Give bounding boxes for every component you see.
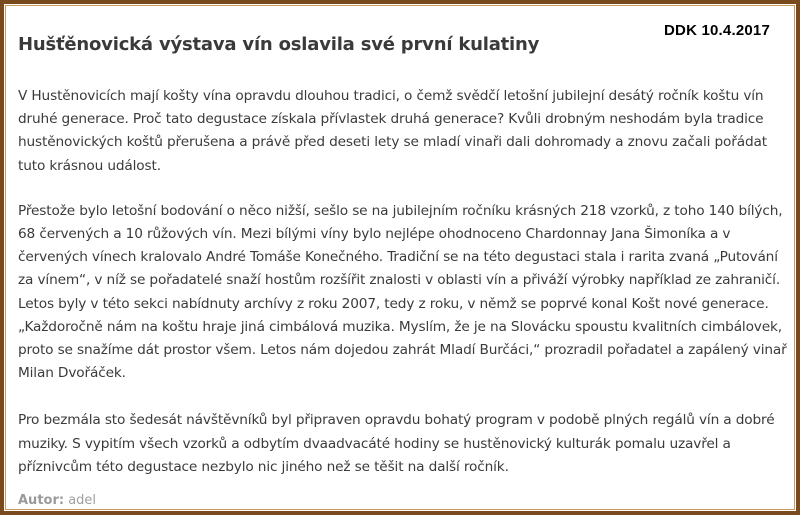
article-paragraph-3: Pro bezmála sto šedesát návštěvníků byl připraven opravdu bohatý program v podobě plných regálů vín a dobré muziky. S vypitím všech vzorků a odbytím dvaadvacáté hodiny se hustěnovický kulturák pomalu uzavřel a příznivcům této degustace nezbylo nic jiného než se těšit na další ročník.: [18, 412, 775, 475]
article-body: [18, 85, 788, 501]
article-paragraph-2: Přestože bylo letošní bodování o něco nižší, sešlo se na jubilejním ročníku krásných 218 vzorků, z toho 140 bílých, 68 červených a 10 růžových vín. Mezi bílými víny bylo nejlépe ohodnoceno Chardonnay Jana Šimoníka a v červených vínech kralovalo André Tomáše Konečného. Tradiční se na této degustaci stala i rarita zvaná „Putování za vínem“, v níž se pořadatelé snaží hostům rozšířit znalosti v oblasti vín a přiváží výrobky například ze zahraničí. Letos byly v této sekci nabídnuty archívy z roku 2007, tedy z roku, v němž se poprvé konal Košt nové generace. „Každoročně nám na koštu hraje jiná cimbálová muzika. Myslím, že je na Slovácku spoustu kvalitních cimbálovek, proto se snažíme dát prostor všem. Letos nám dojedou zahrát Mladí Burčáci,“ prozradil pořadatel a zapálený vinař Milan Dvořáček.: [18, 202, 787, 382]
author-name: adel: [68, 493, 97, 508]
author-line: [18, 493, 96, 508]
article-paragraph-1: V Hustěnovicích mají košty vína opravdu dlouhou tradici, o čemž svědčí letošní jubilejní desátý ročník koštu vín druhé generace. Proč tato degustace získala přívlastek druhá generace? Kvůli drobným neshodám byla tradice hustěnovických koštů přerušena a právě před deseti lety se mladí vinaři dali dohromady a znovu začali pořádat tuto krásnou událost.: [18, 88, 767, 174]
article-title: Hušťěnovická výstava vín oslavila své první kulatiny: [18, 34, 540, 55]
date-stamp: DDK 10.4.2017: [664, 22, 770, 39]
author-label: Autor:: [18, 493, 65, 508]
